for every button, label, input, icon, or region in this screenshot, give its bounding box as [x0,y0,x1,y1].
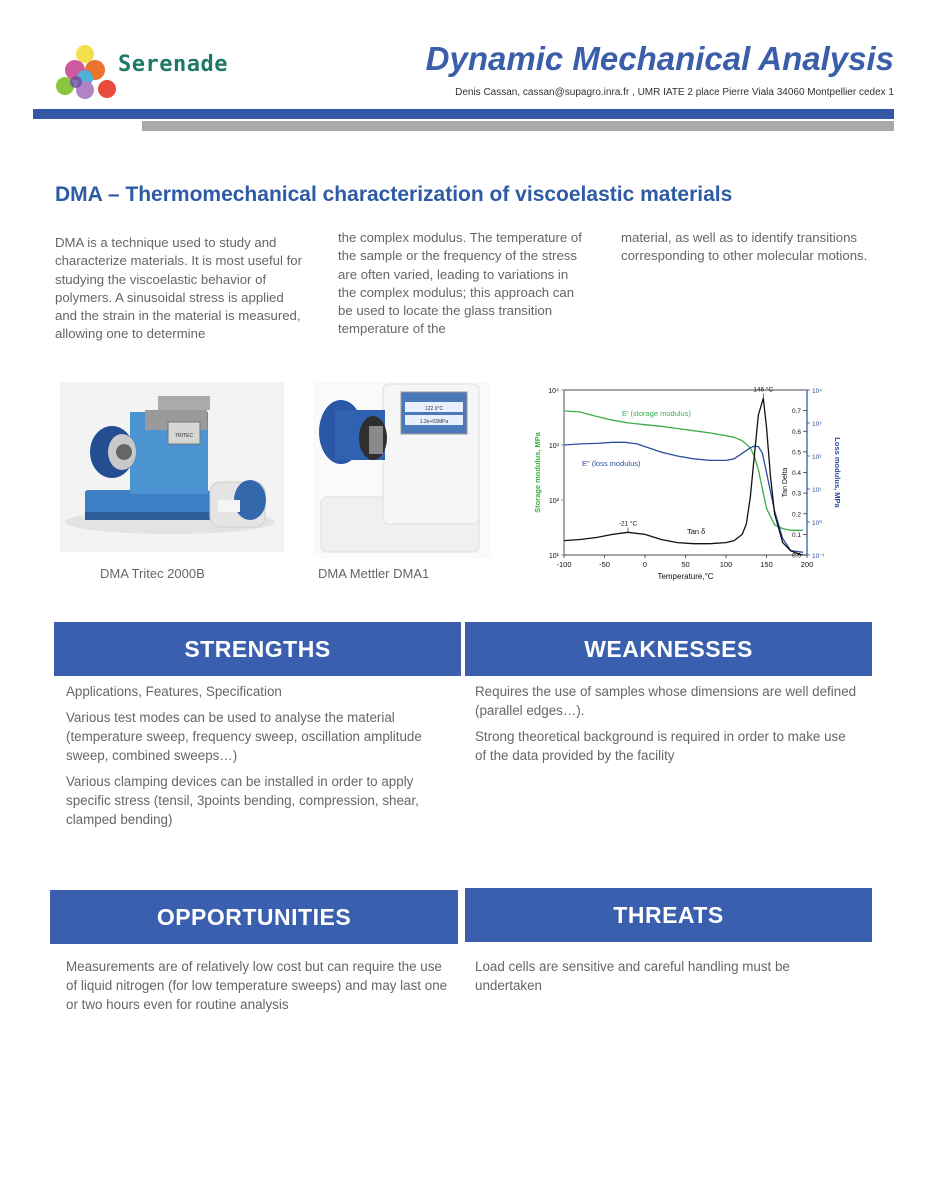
y-left-tick-label: 10³ [548,443,559,450]
y-left-tick-label: 10⁴ [548,388,559,395]
caption-tritec: DMA Tritec 2000B [100,566,205,581]
tan-tick-label: 0.2 [791,511,801,519]
x-tick-label: -100 [556,560,572,569]
x-tick-label: 200 [800,560,814,569]
tritec-device-label: TRITEC [174,433,194,439]
loss-tick-label: 10⁻¹ [812,553,825,560]
mettler-screen-temp: 122.9°C [424,406,444,412]
tan-tick-label: 0.5 [791,449,801,457]
loss-tick-label: 10⁰ [812,520,822,527]
header-divider-blue [33,109,894,119]
series-label: Tan δ [687,527,706,536]
tan-tick-label: 0.3 [791,490,801,498]
caption-mettler: DMA Mettler DMA1 [318,566,430,581]
x-axis-label: Temperature,°C [657,572,714,581]
author-line: Denis Cassan, cassan@supagro.inra.fr , UMR IATE 2 place Pierre Viala 34060 Montpellier cedex 1 [455,87,894,98]
tan-tick-label: 0.6 [791,428,801,436]
strength-item: Various clamping devices can be installed in order to apply specific stress (tensil, 3points bending, compression, shear, clamped bending) [66,774,419,827]
x-tick-label: 150 [760,560,773,569]
x-tick-label: 100 [719,560,733,569]
loss-tick-label: 10³ [812,421,822,428]
section-title: DMA – Thermomechanical characterization of viscoelastic materials [55,183,733,206]
y-left-tick-label: 10¹ [548,553,559,560]
y-left-tick-label: 10² [548,498,559,505]
opportunities-header: OPPORTUNITIES [50,890,458,944]
dma-chart [532,380,872,590]
peak-annotation: 146 °C [753,386,774,394]
tan-tick-label: 0.7 [791,408,801,416]
tan-tick-label: 0.1 [791,531,801,539]
intro-column-1: DMA is a technique used to study and characterize materials. It is most useful for studying the viscoelastic behavior of polymers. A sinusoidal stress is applied and the strain in the material is measured, allowing one to determine [55,235,302,342]
weakness-item: Strong theoretical background is required in order to make use of the data provided by the facility [475,729,846,763]
intro-column-2: the complex modulus. The temperature of the sample or the frequency of the stress are often varied, leading to variations in the complex modulus; this approach can be used to locate the glass transition temperature of the [338,230,582,337]
x-tick-label: -50 [599,560,610,569]
series-label: E" (loss modulus) [582,459,641,468]
loss-tick-label: 10⁴ [812,388,823,395]
strengths-list [66,682,451,836]
loss-tick-label: 10¹ [812,487,822,494]
header-divider-grey [142,121,894,131]
x-tick-label: 50 [681,560,690,569]
tan-tick-label: 0.0 [791,552,801,560]
weaknesses-header: WEAKNESSES [465,622,872,676]
dma-mettler-photo [313,382,491,558]
weaknesses-list [475,682,860,772]
loss-axis-label: Loss modulus, MPa [833,437,842,508]
opportunities-list [66,957,451,1021]
peak-annotation: -21 °C [618,520,638,528]
weakness-item: Requires the use of samples whose dimensions are well defined (parallel edges…). [475,684,857,718]
dma-tritec-photo [60,382,284,552]
tan-axis-label: Tan Delta [782,467,789,498]
strengths-header: STRENGTHS [54,622,461,676]
logo-text: Serenade [118,52,228,77]
strength-item: Various test modes can be used to analyse the material (temperature sweep, frequency sweep, oscillation amplitude sweep, combined sweeps…) [66,710,422,763]
mettler-screen-modulus: 1.3e+03MPa [419,419,449,425]
document-title: Dynamic Mechanical Analysis [425,40,894,77]
threat-item: Load cells are sensitive and careful handling must be undertaken [475,959,790,993]
opportunity-item: Measurements are of relatively low cost but can require the use of liquid nitrogen (for low temperature sweeps) and may last one or two hours even for routine analysis [66,959,448,1012]
threats-header: THREATS [465,888,872,942]
intro-column-3: material, as well as to identify transitions corresponding to other molecular motions. [621,230,868,264]
y-left-axis-label: Storage modulus, MPa [533,432,542,513]
strength-item: Applications, Features, Specification [66,684,282,699]
x-tick-label: 0 [642,560,648,569]
tan-tick-label: 0.4 [791,470,801,477]
loss-tick-label: 10² [812,454,822,461]
threats-list [475,957,860,1002]
series-label: E' (storage modulus) [622,409,691,418]
